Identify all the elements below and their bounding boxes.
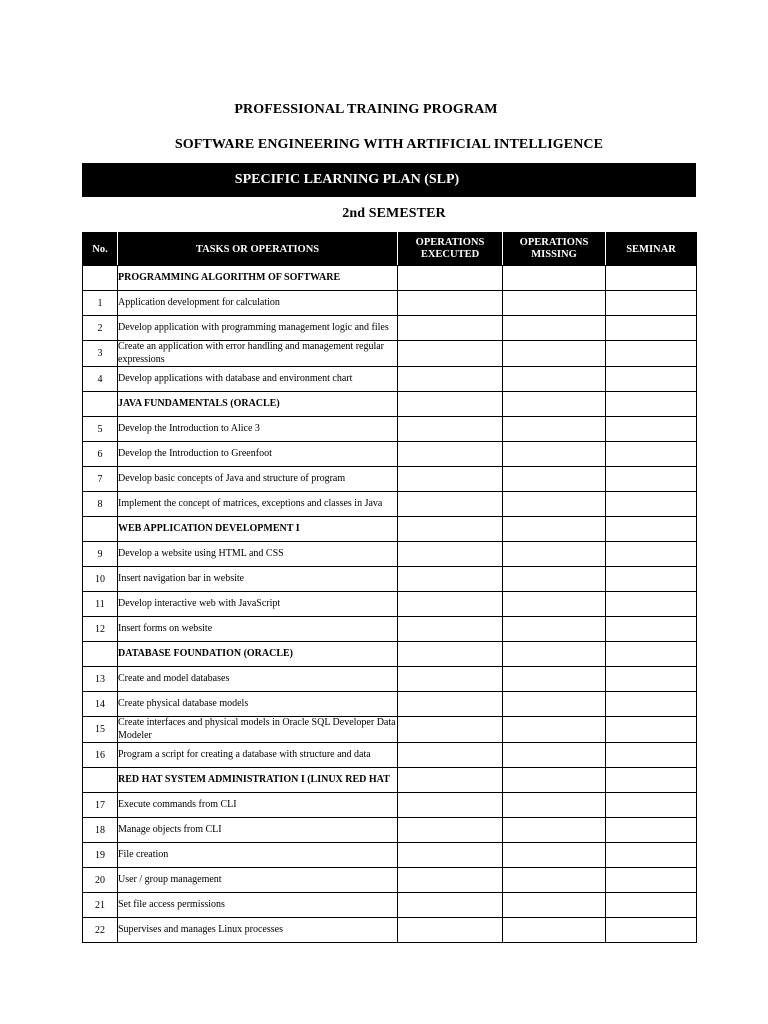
- section-number-cell: [83, 266, 118, 291]
- missing-cell[interactable]: [503, 592, 606, 617]
- col-header-no: No.: [83, 233, 118, 266]
- seminar-cell[interactable]: [606, 893, 697, 918]
- seminar-cell[interactable]: [606, 442, 697, 467]
- missing-cell[interactable]: [503, 743, 606, 768]
- section-row: [83, 392, 697, 417]
- missing-cell[interactable]: [503, 893, 606, 918]
- seminar-cell[interactable]: [606, 266, 697, 291]
- seminar-cell[interactable]: [606, 291, 697, 316]
- task-number: 10: [83, 567, 118, 592]
- task-description: Manage objects from CLI: [118, 818, 398, 843]
- executed-cell[interactable]: [398, 617, 503, 642]
- seminar-cell[interactable]: [606, 642, 697, 667]
- executed-cell[interactable]: [398, 642, 503, 667]
- seminar-cell[interactable]: [606, 517, 697, 542]
- plan-title: SPECIFIC LEARNING PLAN (SLP): [234, 172, 460, 187]
- executed-cell[interactable]: [398, 918, 503, 943]
- section-number-cell: [83, 768, 118, 793]
- executed-cell[interactable]: [398, 768, 503, 793]
- missing-cell[interactable]: [503, 843, 606, 868]
- task-description: File creation: [118, 843, 398, 868]
- executed-cell[interactable]: [398, 843, 503, 868]
- missing-cell[interactable]: [503, 768, 606, 793]
- task-description: Implement the concept of matrices, exceptions and classes in Java: [118, 492, 398, 517]
- missing-cell[interactable]: [503, 517, 606, 542]
- missing-cell[interactable]: [503, 642, 606, 667]
- task-number: 16: [83, 743, 118, 768]
- task-description: Develop application with programming management logic and files: [118, 316, 398, 341]
- section-title: JAVA FUNDAMENTALS (ORACLE): [118, 392, 398, 417]
- seminar-cell[interactable]: [606, 868, 697, 893]
- table-row: [83, 291, 697, 316]
- executed-cell[interactable]: [398, 291, 503, 316]
- table-row: [83, 592, 697, 617]
- table-row: [83, 818, 697, 843]
- missing-cell[interactable]: [503, 868, 606, 893]
- seminar-cell[interactable]: [606, 818, 697, 843]
- executed-cell[interactable]: [398, 417, 503, 442]
- table-row: [83, 442, 697, 467]
- task-number: 19: [83, 843, 118, 868]
- executed-cell[interactable]: [398, 793, 503, 818]
- task-description: Application development for calculation: [118, 291, 398, 316]
- table-row: [83, 367, 697, 392]
- task-number: 6: [83, 442, 118, 467]
- table-row: [83, 567, 697, 592]
- col-header-executed: OPERATIONS EXECUTED: [398, 233, 503, 266]
- task-description: Create and model databases: [118, 667, 398, 692]
- task-description: Develop applications with database and environment chart: [118, 367, 398, 392]
- task-number: 3: [83, 341, 118, 367]
- executed-cell[interactable]: [398, 392, 503, 417]
- missing-cell[interactable]: [503, 793, 606, 818]
- executed-cell[interactable]: [398, 517, 503, 542]
- section-row: [83, 266, 697, 291]
- task-number: 7: [83, 467, 118, 492]
- seminar-cell[interactable]: [606, 768, 697, 793]
- task-number: 15: [83, 717, 118, 743]
- executed-cell[interactable]: [398, 592, 503, 617]
- executed-cell[interactable]: [398, 492, 503, 517]
- table-row: [83, 843, 697, 868]
- missing-cell[interactable]: [503, 341, 606, 367]
- task-description: Develop the Introduction to Alice 3: [118, 417, 398, 442]
- course-title: SOFTWARE ENGINEERING WITH ARTIFICIAL INTELLIGENCE: [174, 137, 604, 152]
- missing-cell[interactable]: [503, 717, 606, 743]
- missing-cell[interactable]: [503, 818, 606, 843]
- executed-cell[interactable]: [398, 316, 503, 341]
- executed-cell[interactable]: [398, 442, 503, 467]
- semester-title: 2nd SEMESTER: [342, 206, 446, 221]
- seminar-cell[interactable]: [606, 417, 697, 442]
- task-number: 18: [83, 818, 118, 843]
- seminar-cell[interactable]: [606, 843, 697, 868]
- seminar-cell[interactable]: [606, 567, 697, 592]
- seminar-cell[interactable]: [606, 918, 697, 943]
- seminar-cell[interactable]: [606, 692, 697, 717]
- task-description: Develop basic concepts of Java and structure of program: [118, 467, 398, 492]
- table-row: [83, 316, 697, 341]
- missing-cell[interactable]: [503, 417, 606, 442]
- task-description: Execute commands from CLI: [118, 793, 398, 818]
- executed-cell[interactable]: [398, 868, 503, 893]
- col-header-missing: OPERATIONS MISSING: [503, 233, 606, 266]
- section-row: [83, 517, 697, 542]
- table-row: [83, 743, 697, 768]
- table-row: [83, 692, 697, 717]
- section-title: DATABASE FOUNDATION (ORACLE): [118, 642, 398, 667]
- section-title: PROGRAMMING ALGORITHM OF SOFTWARE: [118, 266, 398, 291]
- executed-cell[interactable]: [398, 266, 503, 291]
- task-number: 12: [83, 617, 118, 642]
- task-number: 21: [83, 893, 118, 918]
- seminar-cell[interactable]: [606, 617, 697, 642]
- section-number-cell: [83, 517, 118, 542]
- missing-cell[interactable]: [503, 266, 606, 291]
- task-description: Create physical database models: [118, 692, 398, 717]
- task-number: 20: [83, 868, 118, 893]
- task-number: 5: [83, 417, 118, 442]
- task-description: Insert navigation bar in website: [118, 567, 398, 592]
- task-description: User / group management: [118, 868, 398, 893]
- task-number: 17: [83, 793, 118, 818]
- table-row: [83, 617, 697, 642]
- executed-cell[interactable]: [398, 467, 503, 492]
- missing-cell[interactable]: [503, 492, 606, 517]
- seminar-cell[interactable]: [606, 717, 697, 743]
- table-row: [83, 492, 697, 517]
- task-number: 13: [83, 667, 118, 692]
- task-description: Supervises and manages Linux processes: [118, 918, 398, 943]
- executed-cell[interactable]: [398, 893, 503, 918]
- executed-cell[interactable]: [398, 567, 503, 592]
- table-row: [83, 868, 697, 893]
- table-row: [83, 467, 697, 492]
- task-description: Create interfaces and physical models in Oracle SQL Developer Data Modeler: [118, 717, 396, 741]
- seminar-cell[interactable]: [606, 341, 697, 367]
- executed-cell[interactable]: [398, 743, 503, 768]
- executed-cell[interactable]: [398, 692, 503, 717]
- task-description: Create an application with error handling and management regular expressions: [118, 341, 398, 367]
- seminar-cell[interactable]: [606, 592, 697, 617]
- seminar-cell[interactable]: [606, 392, 697, 417]
- task-description: Develop interactive web with JavaScript: [118, 592, 398, 617]
- missing-cell[interactable]: [503, 692, 606, 717]
- task-number: 11: [83, 592, 118, 617]
- missing-cell[interactable]: [503, 918, 606, 943]
- seminar-cell[interactable]: [606, 492, 697, 517]
- table-row: [83, 793, 697, 818]
- program-title: PROFESSIONAL TRAINING PROGRAM: [234, 102, 498, 117]
- learning-plan-table: [82, 232, 697, 943]
- task-description: Set file access permissions: [118, 893, 398, 918]
- table-row: [83, 717, 697, 743]
- section-row: [83, 768, 697, 793]
- col-header-tasks: TASKS OR OPERATIONS: [118, 233, 398, 266]
- missing-cell[interactable]: [503, 291, 606, 316]
- executed-cell[interactable]: [398, 818, 503, 843]
- task-number: 22: [83, 918, 118, 943]
- missing-cell[interactable]: [503, 667, 606, 692]
- task-number: 9: [83, 542, 118, 567]
- seminar-cell[interactable]: [606, 542, 697, 567]
- table-body: [83, 266, 697, 943]
- seminar-cell[interactable]: [606, 743, 697, 768]
- seminar-cell[interactable]: [606, 467, 697, 492]
- table-row: [83, 918, 697, 943]
- col-header-seminar: SEMINAR: [606, 233, 697, 266]
- executed-cell[interactable]: [398, 367, 503, 392]
- section-title: RED HAT SYSTEM ADMINISTRATION I (LINUX RED HAT: [118, 768, 398, 793]
- section-title: WEB APPLICATION DEVELOPMENT I: [118, 517, 398, 542]
- missing-cell[interactable]: [503, 542, 606, 567]
- task-number: 4: [83, 367, 118, 392]
- task-description: Develop a website using HTML and CSS: [118, 542, 398, 567]
- missing-cell[interactable]: [503, 392, 606, 417]
- section-number-cell: [83, 392, 118, 417]
- section-number-cell: [83, 642, 118, 667]
- plan-banner: [82, 163, 696, 197]
- executed-cell[interactable]: [398, 667, 503, 692]
- seminar-cell[interactable]: [606, 667, 697, 692]
- executed-cell[interactable]: [398, 341, 503, 367]
- missing-cell[interactable]: [503, 442, 606, 467]
- table-row: [83, 341, 697, 367]
- seminar-cell[interactable]: [606, 316, 697, 341]
- task-description: Program a script for creating a database with structure and data: [118, 743, 398, 768]
- table-row: [83, 542, 697, 567]
- section-row: [83, 642, 697, 667]
- table-header-row: [83, 233, 697, 266]
- executed-cell[interactable]: [398, 542, 503, 567]
- missing-cell[interactable]: [503, 567, 606, 592]
- table-row: [83, 417, 697, 442]
- seminar-cell[interactable]: [606, 793, 697, 818]
- executed-cell[interactable]: [398, 717, 503, 743]
- task-description: Insert forms on website: [118, 617, 398, 642]
- table-row: [83, 667, 697, 692]
- missing-cell[interactable]: [503, 467, 606, 492]
- table-row: [83, 893, 697, 918]
- missing-cell[interactable]: [503, 367, 606, 392]
- task-number: 1: [83, 291, 118, 316]
- task-number: 14: [83, 692, 118, 717]
- missing-cell[interactable]: [503, 617, 606, 642]
- task-description: Develop the Introduction to Greenfoot: [118, 442, 398, 467]
- seminar-cell[interactable]: [606, 367, 697, 392]
- task-number: 8: [83, 492, 118, 517]
- missing-cell[interactable]: [503, 316, 606, 341]
- task-number: 2: [83, 316, 118, 341]
